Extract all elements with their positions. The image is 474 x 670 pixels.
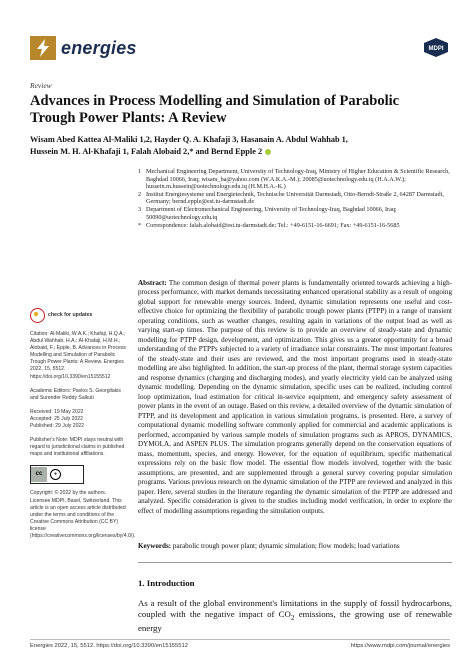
- author-line-2: [30, 146, 450, 158]
- abstract: [138, 279, 452, 516]
- journal-name: energies: [61, 37, 137, 58]
- affiliation-1: [138, 168, 452, 191]
- mdpi-logo[interactable]: [424, 38, 448, 57]
- affiliation-2: [138, 191, 452, 206]
- check-updates-label: check for updates: [48, 312, 93, 319]
- academic-editors: Academic Editors: Pavlos S. Georgilakis and Surender Reddy Salkuti: [30, 387, 121, 401]
- keywords-text: parabolic trough power plant; dynamic simulation; flow models; load variations: [172, 542, 400, 550]
- abstract-text: The common design of thermal power plants is fundamentally oriented towards achieving a high-process performance, with market demands necessitating enhanced operational stability as a result of ongoing global support for renewable energy sources. Indeed, dynamic simulation represents one useful and cost-effective choice for optimizing the flexibility of parabolic trough power plants (PTPP) in a range of transient operating conditions, such as weather changes, resulting again in variations of the output load as well as varying start-up times. The purpose of this review is to provide an overview of steady-state and dynamic modelling for PTPP design, development, and optimization. This gives us a greater opportunity for a broad understanding of the PTPPs subjected to a variety of irradiance solar constraints. The most important features of the steady-state and their uses are reviewed, and the most important programs used in steady-state modelling are also highlighted. In addition, the start-up process of the plant, thermal storage system capacities and response dynamics (charging and discharging modes), and yearly electricity yield can be analyzed using dynamic modelling. Depending on the dynamic simulation, specific uses can be realized, including control loop optimization, load estimation for critical in-service equipment, and emergency safety assessment of power plants in the event of an outage. Based on this review, a detailed overview of the dynamic simulation of PTPP, and its development and application in various simulation programs, is presented. Here, a survey of computational dynamic modelling software commonly applied for commercial and academic applications is performed, accompanied by various sample models of simulation programs such as APROS, DYNAMICS, DYMOLA, and ASPEN PLUS. The simulation programs generally depend on the conservation equations of mass, momentum, species, and energy. However, for the equation of equilibrium, specific mathematical expressions rely on the basic flow model. The essential flow models involved, together with the basic assumptions, are presented, and are supplemented through a general survey covering popular simulation programs. Various previous research on the dynamic simulation of the PTPP are reviewed and analyzed in this paper. Here, several studies in the literature regarding the dynamic simulation of the PTPP are addressed and analyzed. Specific consideration is given to the studies including model verification, in order to explore the effect of modelling assumptions regarding the simulation outputs.: [138, 279, 452, 515]
- co2-subscript: 2: [290, 612, 295, 622]
- footer-divider: [30, 639, 450, 640]
- keywords-label: Keywords:: [138, 542, 172, 550]
- article-sidebar: [30, 308, 136, 547]
- correspondence-text: Correspondence: falah.alobaid@est.tu-darmstadt.de; Tel.: +49-6151-16-6691; Fax: +49-6151-16-5685: [146, 222, 400, 230]
- affiliation-text: Institut Energiesysteme und Energietechnik, Technische Universität Darmstadt, Otto-Berndt-Straße 2, 64287 Darmstadt, Germany; bernd.epple@est.tu-darmstadt.de: [146, 190, 444, 206]
- check-for-updates-button[interactable]: [30, 308, 126, 323]
- article-type: Review: [30, 81, 52, 90]
- cc-by-license-badge[interactable]: [30, 465, 84, 484]
- paper-title: Advances in Process Modelling and Simulation of Parabolic Trough Power Plants: A Review: [30, 93, 400, 126]
- copyright-notice: Copyright: © 2022 by the authors. Licensee MDPI, Basel, Switzerland. This article is an open access article distributed under the terms and conditions of the Creative Commons Attribution (CC BY) license (https://creativecommons.org/licenses/by/4.0/).: [30, 490, 136, 539]
- intro-text-part-b: emissions, the growing use of renewable energy: [138, 608, 452, 633]
- author-list: [30, 134, 450, 158]
- affiliation-number: *: [138, 222, 142, 230]
- publisher-note: Publisher's Note: MDPI stays neutral with regard to jurisdictional claims in published maps and institutional affiliations.: [30, 437, 125, 458]
- footer-citation[interactable]: Energies 2022, 15, 5512. https://doi.org/10.3390/en15155512: [30, 643, 188, 649]
- orcid-icon[interactable]: [265, 149, 271, 155]
- author-line-2-text: Hussein M. H. Al-Khafaji 1, Falah Alobaid 2,* and Bernd Epple 2: [30, 147, 263, 156]
- section-divider: [138, 562, 452, 563]
- author-line-1: [30, 134, 450, 146]
- affiliation-number: 2: [138, 190, 142, 198]
- citation-block: Citation: Al-Maliki, W.A.K.; Khafaji, H.Q.A.; Abdul Wahhab, H.A.; Al-Khafaji, H.M.H.; Alobaid, F.; Epple, B. Advances in Process Modelling and Simulation of Parabolic Trough Power Plants: A Review. Energies 2022, 15, 5512. https://doi.org/10.3390/en15155512: [30, 331, 126, 380]
- correspondence: [138, 222, 452, 230]
- cc-attribution-icon: ●: [50, 469, 61, 480]
- mdpi-logo-text: MDPI: [428, 46, 444, 52]
- author-line-1-text: Wisam Abed Kattea Al-Maliki 1,2, Hayder Q. A. Khafaji 3, Hasanain A. Abdul Wahhab 1,: [30, 135, 348, 144]
- affiliation-text: Mechanical Engineering Department, University of Technology-Iraq, Ministry of Higher Education & Scientific Research, Baghdad 10066, Iraq; wisam_ba@yahoo.com (W.A.K.A.-M.); 20085@uotechnology.edu.iq (H.A.A.W.); hussein.m.hussein@uotechnology.edu.iq (H.M.H.A.-K.): [146, 168, 450, 191]
- affiliation-number: 3: [138, 205, 142, 213]
- footer-journal-link[interactable]: https://www.mdpi.com/journal/energies: [350, 643, 450, 649]
- energies-bolt-icon: [30, 36, 56, 60]
- affiliation-3: [138, 206, 452, 221]
- date-received: Received: 19 May 2022: [30, 408, 84, 415]
- mdpi-logo-icon: [424, 38, 448, 57]
- cc-logo-icon: cc: [31, 467, 47, 482]
- date-accepted: Accepted: 25 July 2022: [30, 415, 83, 422]
- affiliation-number: 1: [138, 168, 142, 175]
- affiliation-text: Department of Electromechanical Engineering, University of Technology-Iraq, Baghdad 10066, Iraq; 50090@uotechnology.edu.iq: [146, 205, 397, 221]
- intro-text-part-a: As a result of the global environment's limitations in the supply of fossil hydrocarbons, coupled with the negative impact of CO: [138, 598, 452, 619]
- introduction-paragraph: [138, 598, 452, 633]
- affiliations: [138, 168, 452, 230]
- page-footer: [30, 643, 450, 649]
- article-dates: [30, 409, 126, 430]
- keywords: [138, 542, 452, 551]
- check-updates-icon: [30, 308, 45, 323]
- abstract-label: Abstract:: [138, 279, 167, 287]
- date-published: Published: 29 July 2022: [30, 423, 85, 430]
- section-heading-introduction: 1. Introduction: [138, 578, 195, 588]
- journal-logo[interactable]: [30, 36, 137, 60]
